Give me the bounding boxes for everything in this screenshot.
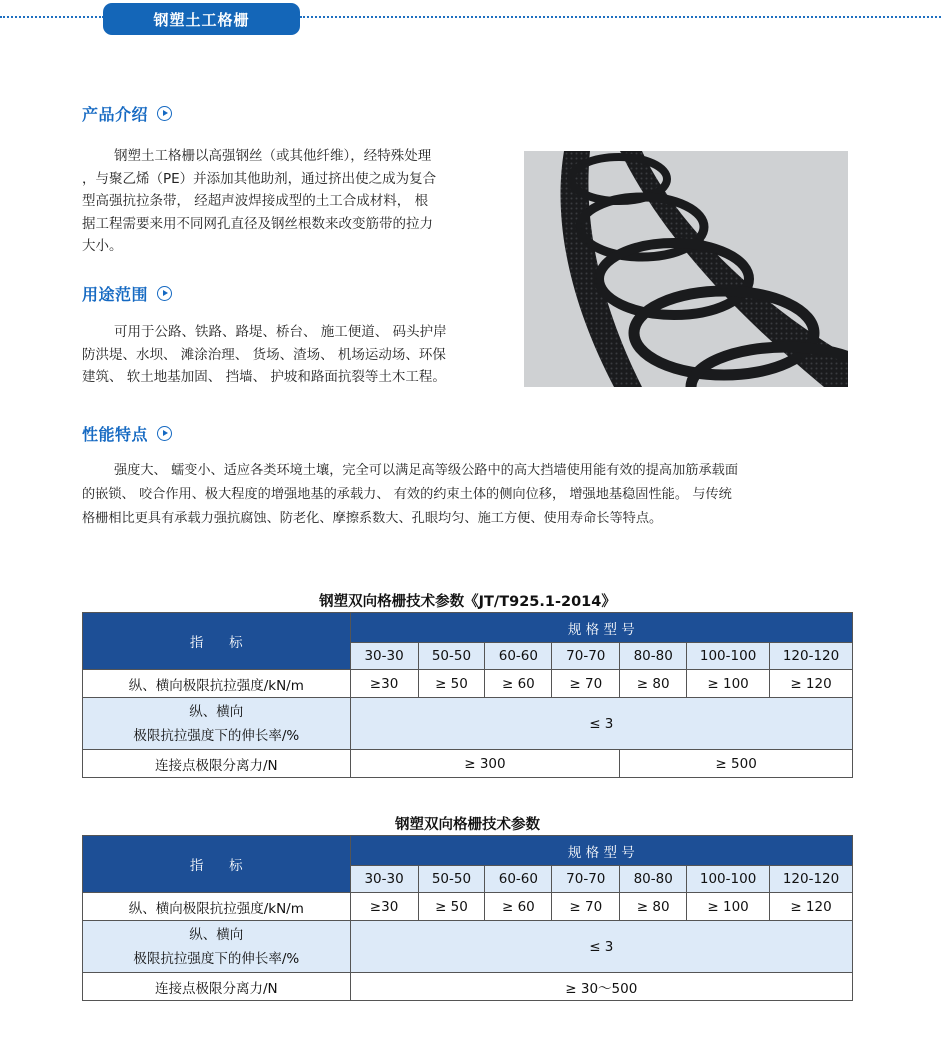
product-photo-steel-plastic-geogrid	[524, 151, 848, 387]
index-header-cell: 指 标	[83, 836, 351, 893]
section-heading-intro-label: 产品介绍	[82, 104, 149, 124]
section-heading-features-label: 性能特点	[82, 424, 149, 444]
section-heading-usage	[82, 281, 172, 305]
circle-arrow-right-icon	[157, 286, 172, 301]
model-cell: 100-100	[687, 866, 770, 893]
table-row-separation-force	[83, 750, 853, 778]
usage-line-2: 防洪堤、水坝、 滩涂治理、 货场、渣场、 机场运动场、环保	[82, 346, 446, 363]
value-cell: ≥ 30～500	[350, 973, 852, 1001]
section-heading-features	[82, 421, 172, 445]
model-cell: 70-70	[552, 866, 620, 893]
usage-line-3: 建筑、 软土地基加固、 挡墙、 护坡和路面抗裂等土木工程。	[82, 369, 446, 386]
model-cell: 60-60	[485, 866, 552, 893]
section-heading-usage-label: 用途范围	[82, 284, 149, 304]
model-cell: 80-80	[620, 866, 687, 893]
value-cell: ≥ 60	[485, 670, 552, 698]
index-header-cell: 指 标	[83, 613, 351, 670]
table-1-title: 钢塑双向格栅技术参数《JT/T925.1-2014》	[319, 594, 616, 610]
features-paragraph	[82, 459, 862, 531]
table-row-tensile-strength	[83, 893, 853, 921]
model-cell: 60-60	[485, 643, 552, 670]
geogrid-illustration	[524, 151, 848, 387]
value-cell: ≥ 500	[620, 750, 853, 778]
model-cell: 50-50	[418, 643, 485, 670]
page-title: 钢塑土工格栅	[153, 10, 250, 29]
value-cell: ≥ 120	[770, 893, 853, 921]
value-cell: ≥ 80	[620, 893, 687, 921]
table-row-elongation	[83, 921, 853, 973]
value-cell: ≥ 120	[770, 670, 853, 698]
value-cell: ≥ 300	[350, 750, 620, 778]
model-cell: 120-120	[770, 643, 853, 670]
value-cell: ≤ 3	[350, 921, 852, 973]
row-label-line-2: 极限抗拉强度下的伸长率/%	[133, 950, 300, 967]
spec-header-cell: 规 格 型 号	[350, 613, 852, 643]
circle-arrow-right-icon	[157, 106, 172, 121]
table-row-tensile-strength	[83, 670, 853, 698]
row-label-line-1: 纵、横向	[189, 926, 244, 943]
page-title-tab	[103, 3, 300, 35]
row-label: 纵、横向极限抗拉强度/kN/m	[83, 893, 351, 921]
model-cell: 100-100	[687, 643, 770, 670]
intro-line-2: ，与聚乙烯（PE）并添加其他助剂，通过挤出使之成为复合	[82, 170, 437, 187]
value-cell: ≥ 80	[620, 670, 687, 698]
features-line-3: 格栅相比更具有承载力强抗腐蚀、防老化、摩擦系数大、孔眼均匀、施工方便、使用寿命长等特点。	[82, 511, 663, 526]
intro-line-3: 型高强抗拉条带， 经超声波焊接成型的土工合成材料， 根	[82, 193, 429, 210]
table-row-separation-force	[83, 973, 853, 1001]
usage-paragraph	[82, 321, 502, 389]
model-cell: 30-30	[350, 643, 418, 670]
row-label: 连接点极限分离力/N	[83, 973, 351, 1001]
value-cell: ≥ 100	[687, 670, 770, 698]
header-dotted-line-right	[300, 16, 941, 18]
usage-line-1: 可用于公路、铁路、路堤、桥台、 施工便道、 码头护岸	[114, 324, 447, 340]
intro-line-1: 钢塑土工格栅以高强钢丝（或其他纤维），经特殊处理	[114, 148, 432, 164]
value-cell: ≥ 70	[552, 670, 620, 698]
row-label	[83, 698, 351, 750]
circle-arrow-right-icon	[157, 426, 172, 441]
value-cell: ≥ 50	[418, 670, 485, 698]
model-cell: 50-50	[418, 866, 485, 893]
value-cell: ≥30	[350, 670, 418, 698]
model-cell: 80-80	[620, 643, 687, 670]
row-label: 纵、横向极限抗拉强度/kN/m	[83, 670, 351, 698]
features-line-2: 的嵌锁、 咬合作用、极大程度的增强地基的承载力、 有效的约束土体的侧向位移， 增强地基稳固性能。 与传统	[82, 487, 732, 502]
features-line-1: 强度大、 蠕变小、适应各类环境土壤，完全可以满足高等级公路中的高大挡墙使用能有效的提高加筋承载面	[114, 463, 739, 478]
header-dotted-line-left	[0, 16, 104, 18]
row-label: 连接点极限分离力/N	[83, 750, 351, 778]
value-cell: ≥30	[350, 893, 418, 921]
spec-table-2	[82, 835, 853, 1001]
intro-line-5: 大小。	[82, 238, 123, 255]
model-cell: 120-120	[770, 866, 853, 893]
row-label-line-2: 极限抗拉强度下的伸长率/%	[133, 727, 300, 744]
table-2-title: 钢塑双向格栅技术参数	[395, 817, 540, 833]
table-row-elongation	[83, 698, 853, 750]
value-cell: ≥ 70	[552, 893, 620, 921]
model-cell: 70-70	[552, 643, 620, 670]
row-label-line-1: 纵、横向	[189, 703, 244, 720]
section-heading-intro	[82, 101, 172, 125]
row-label	[83, 921, 351, 973]
intro-paragraph	[82, 145, 502, 258]
model-cell: 30-30	[350, 866, 418, 893]
value-cell: ≥ 50	[418, 893, 485, 921]
spec-header-cell: 规 格 型 号	[350, 836, 852, 866]
spec-table-1	[82, 612, 853, 778]
intro-line-4: 据工程需要来用不同网孔直径及钢丝根数来改变筋带的拉力	[82, 215, 433, 232]
value-cell: ≥ 100	[687, 893, 770, 921]
value-cell: ≤ 3	[350, 698, 852, 750]
value-cell: ≥ 60	[485, 893, 552, 921]
